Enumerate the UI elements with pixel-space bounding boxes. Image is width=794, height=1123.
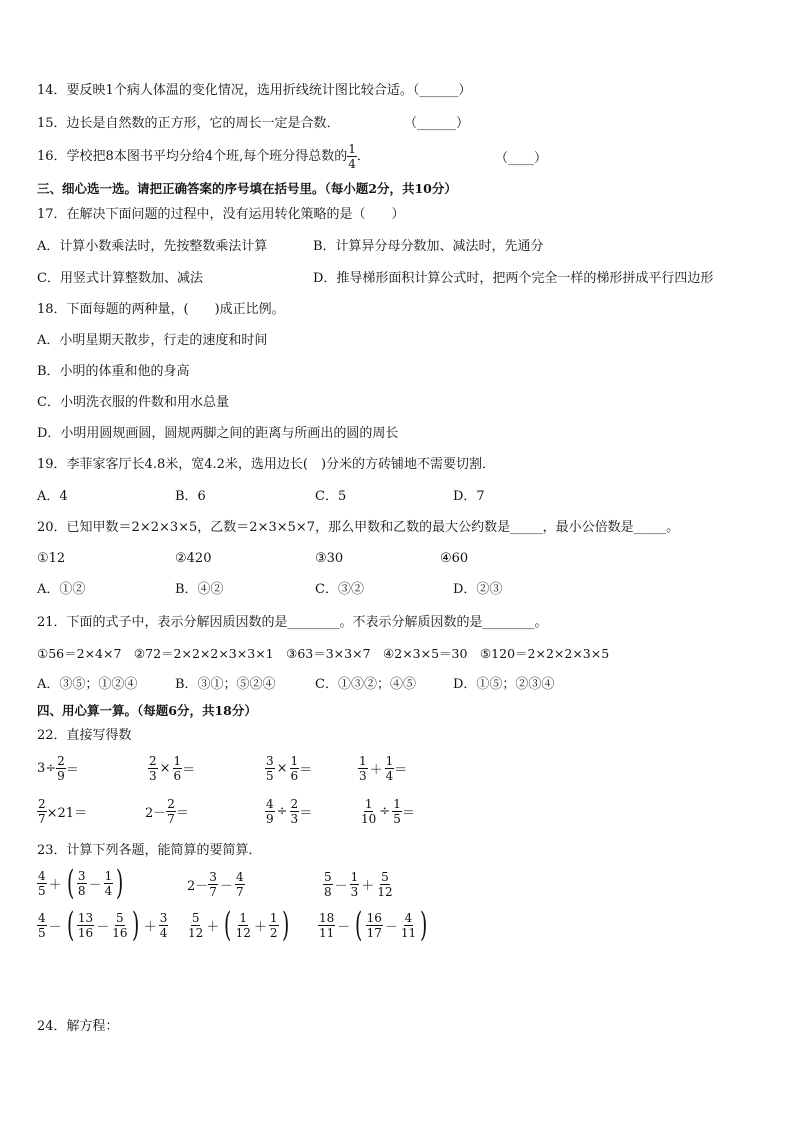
question-17-option-d: D．推导梯形面积计算公式时，把两个完全一样的梯形拼成平行四边形 (313, 271, 714, 286)
question-23: 23．计算下列各题，能简算的要简算． (37, 843, 262, 858)
q23-expr-3: $\frac{5}{8}$ － $\frac{1}{3}$ ＋ $\frac{5}{12}$ (324, 870, 393, 899)
section-4-heading: 四、用心算一算。（每题6分，共18分） (37, 703, 257, 718)
q23-expr-5: $\frac{5}{12}$ ＋ ( $\frac{1}{12}$ ＋ $\frac{1}{2}$ ) (188, 905, 289, 945)
question-17: 17．在解决下面问题的过程中，没有运用转化策略的是（ ） (37, 207, 405, 222)
question-20: 20．已知甲数＝2×2×3×5，乙数＝2×3×5×7，那么甲数和乙数的最大公约数是_____，最小公倍数是_____。 (37, 520, 680, 535)
question-21-option-d: D．①⑤；②③④ (453, 677, 555, 692)
q22-expr-2: $\frac{2}{3}$ × $\frac{1}{6}$ ＝ (149, 754, 196, 783)
question-17-option-b: B．计算异分母分数加、减法时，先通分 (313, 239, 544, 254)
question-20-option-b: B．④② (175, 582, 224, 597)
question-19-option-b: B．6 (175, 489, 206, 504)
q22-expr-5: $\frac{2}{7}$ ×21＝ (38, 797, 88, 826)
q23-expr-1: $\frac{4}{5}$ ＋ ( $\frac{3}{8}$ － $\frac{1}{4}$ ) (38, 863, 124, 903)
question-19: 19．李菲家客厅长4.8米，宽4.2米，选用边长( )分米的方砖铺地不需要切割． (37, 457, 496, 472)
q23-expr-6: $\frac{18}{11}$ － ( $\frac{16}{17}$ － $\frac{4}{11}$ ) (319, 905, 428, 945)
question-18: 18．下面每题的两种量，( )成正比例。 (37, 302, 285, 317)
question-18-option-b: B．小明的体重和他的身高 (37, 364, 190, 379)
question-20-option-c: C．③② (315, 582, 364, 597)
question-21: 21．下面的式子中，表示分解因质因数的是________。不表示分解质因数的是________。 (37, 615, 548, 630)
q22-expr-8: $\frac{1}{10}$ ÷ $\frac{1}{5}$ ＝ (361, 797, 415, 826)
question-16-blank: （____） (495, 151, 548, 166)
question-16 (37, 142, 370, 171)
q22-expr-3: $\frac{3}{5}$ × $\frac{1}{6}$ ＝ (266, 754, 313, 783)
question-22: 22．直接写得数 (37, 728, 132, 743)
question-20-item-3: ③30 (315, 551, 344, 566)
q23-expr-4: $\frac{4}{5}$ － ( $\frac{13}{16}$ － $\frac{5}{16}$ ) ＋ $\frac{3}{4}$ (38, 905, 168, 945)
question-21-option-c: C．①③②；④⑤ (315, 677, 416, 692)
question-17-option-a: A．计算小数乘法时，先按整数乘法计算 (37, 239, 268, 254)
question-20-option-d: D．②③ (453, 582, 503, 597)
question-19-option-c: C．5 (315, 489, 347, 504)
question-17-option-c: C．用竖式计算整数加、减法 (37, 271, 203, 286)
q22-expr-4: $\frac{1}{3}$ ＋ $\frac{1}{4}$ ＝ (359, 754, 408, 783)
q22-expr-6: 2－ $\frac{2}{7}$ ＝ (145, 797, 189, 826)
section-3-heading: 三、细心选一选。请把正确答案的序号填在括号里。（每小题2分，共10分） (37, 181, 457, 196)
question-14: 14．要反映1个病人体温的变化情况，选用折线统计图比较合适。（______） (37, 83, 472, 98)
q22-expr-7: $\frac{4}{9}$ ÷ $\frac{2}{3}$ ＝ (266, 797, 313, 826)
question-21-items: ①56＝2×4×7 ②72＝2×2×2×3×3×1 ③63＝3×3×7 ④2×3×5＝30 ⑤120＝2×2×2×3×5 (37, 646, 610, 661)
question-16-end: ． (356, 148, 370, 164)
question-16-text: 16．学校把8本图书平均分给4个班,每个班分得总数的 (37, 148, 348, 164)
question-18-option-d: D．小明用圆规画圆，圆规两脚之间的距离与所画出的圆的周长 (37, 426, 399, 441)
question-20-item-4: ④60 (440, 551, 469, 566)
question-15: 15．边长是自然数的正方形，它的周长一定是合数． (37, 116, 340, 131)
question-19-option-d: D．7 (453, 489, 485, 504)
question-21-option-b: B．③①；⑤②④ (175, 677, 276, 692)
question-24: 24．解方程： (37, 1019, 119, 1034)
question-18-option-a: A．小明星期天散步，行走的速度和时间 (37, 333, 268, 348)
fraction-one-fourth: $\frac{1}{4}$ (348, 142, 356, 171)
question-20-option-a: A．①② (37, 582, 86, 597)
q23-expr-2: 2－ $\frac{3}{7}$ － $\frac{4}{7}$ (187, 870, 244, 899)
question-19-option-a: A．4 (37, 489, 68, 504)
question-15-blank: （______） (404, 116, 470, 131)
question-18-option-c: C．小明洗衣服的件数和用水总量 (37, 395, 229, 410)
question-20-item-1: ①12 (37, 551, 66, 566)
q22-expr-1: 3÷ $\frac{2}{9}$ ＝ (37, 754, 79, 783)
question-21-option-a: A．③⑤；①②④ (37, 677, 138, 692)
question-20-item-2: ②420 (175, 551, 212, 566)
